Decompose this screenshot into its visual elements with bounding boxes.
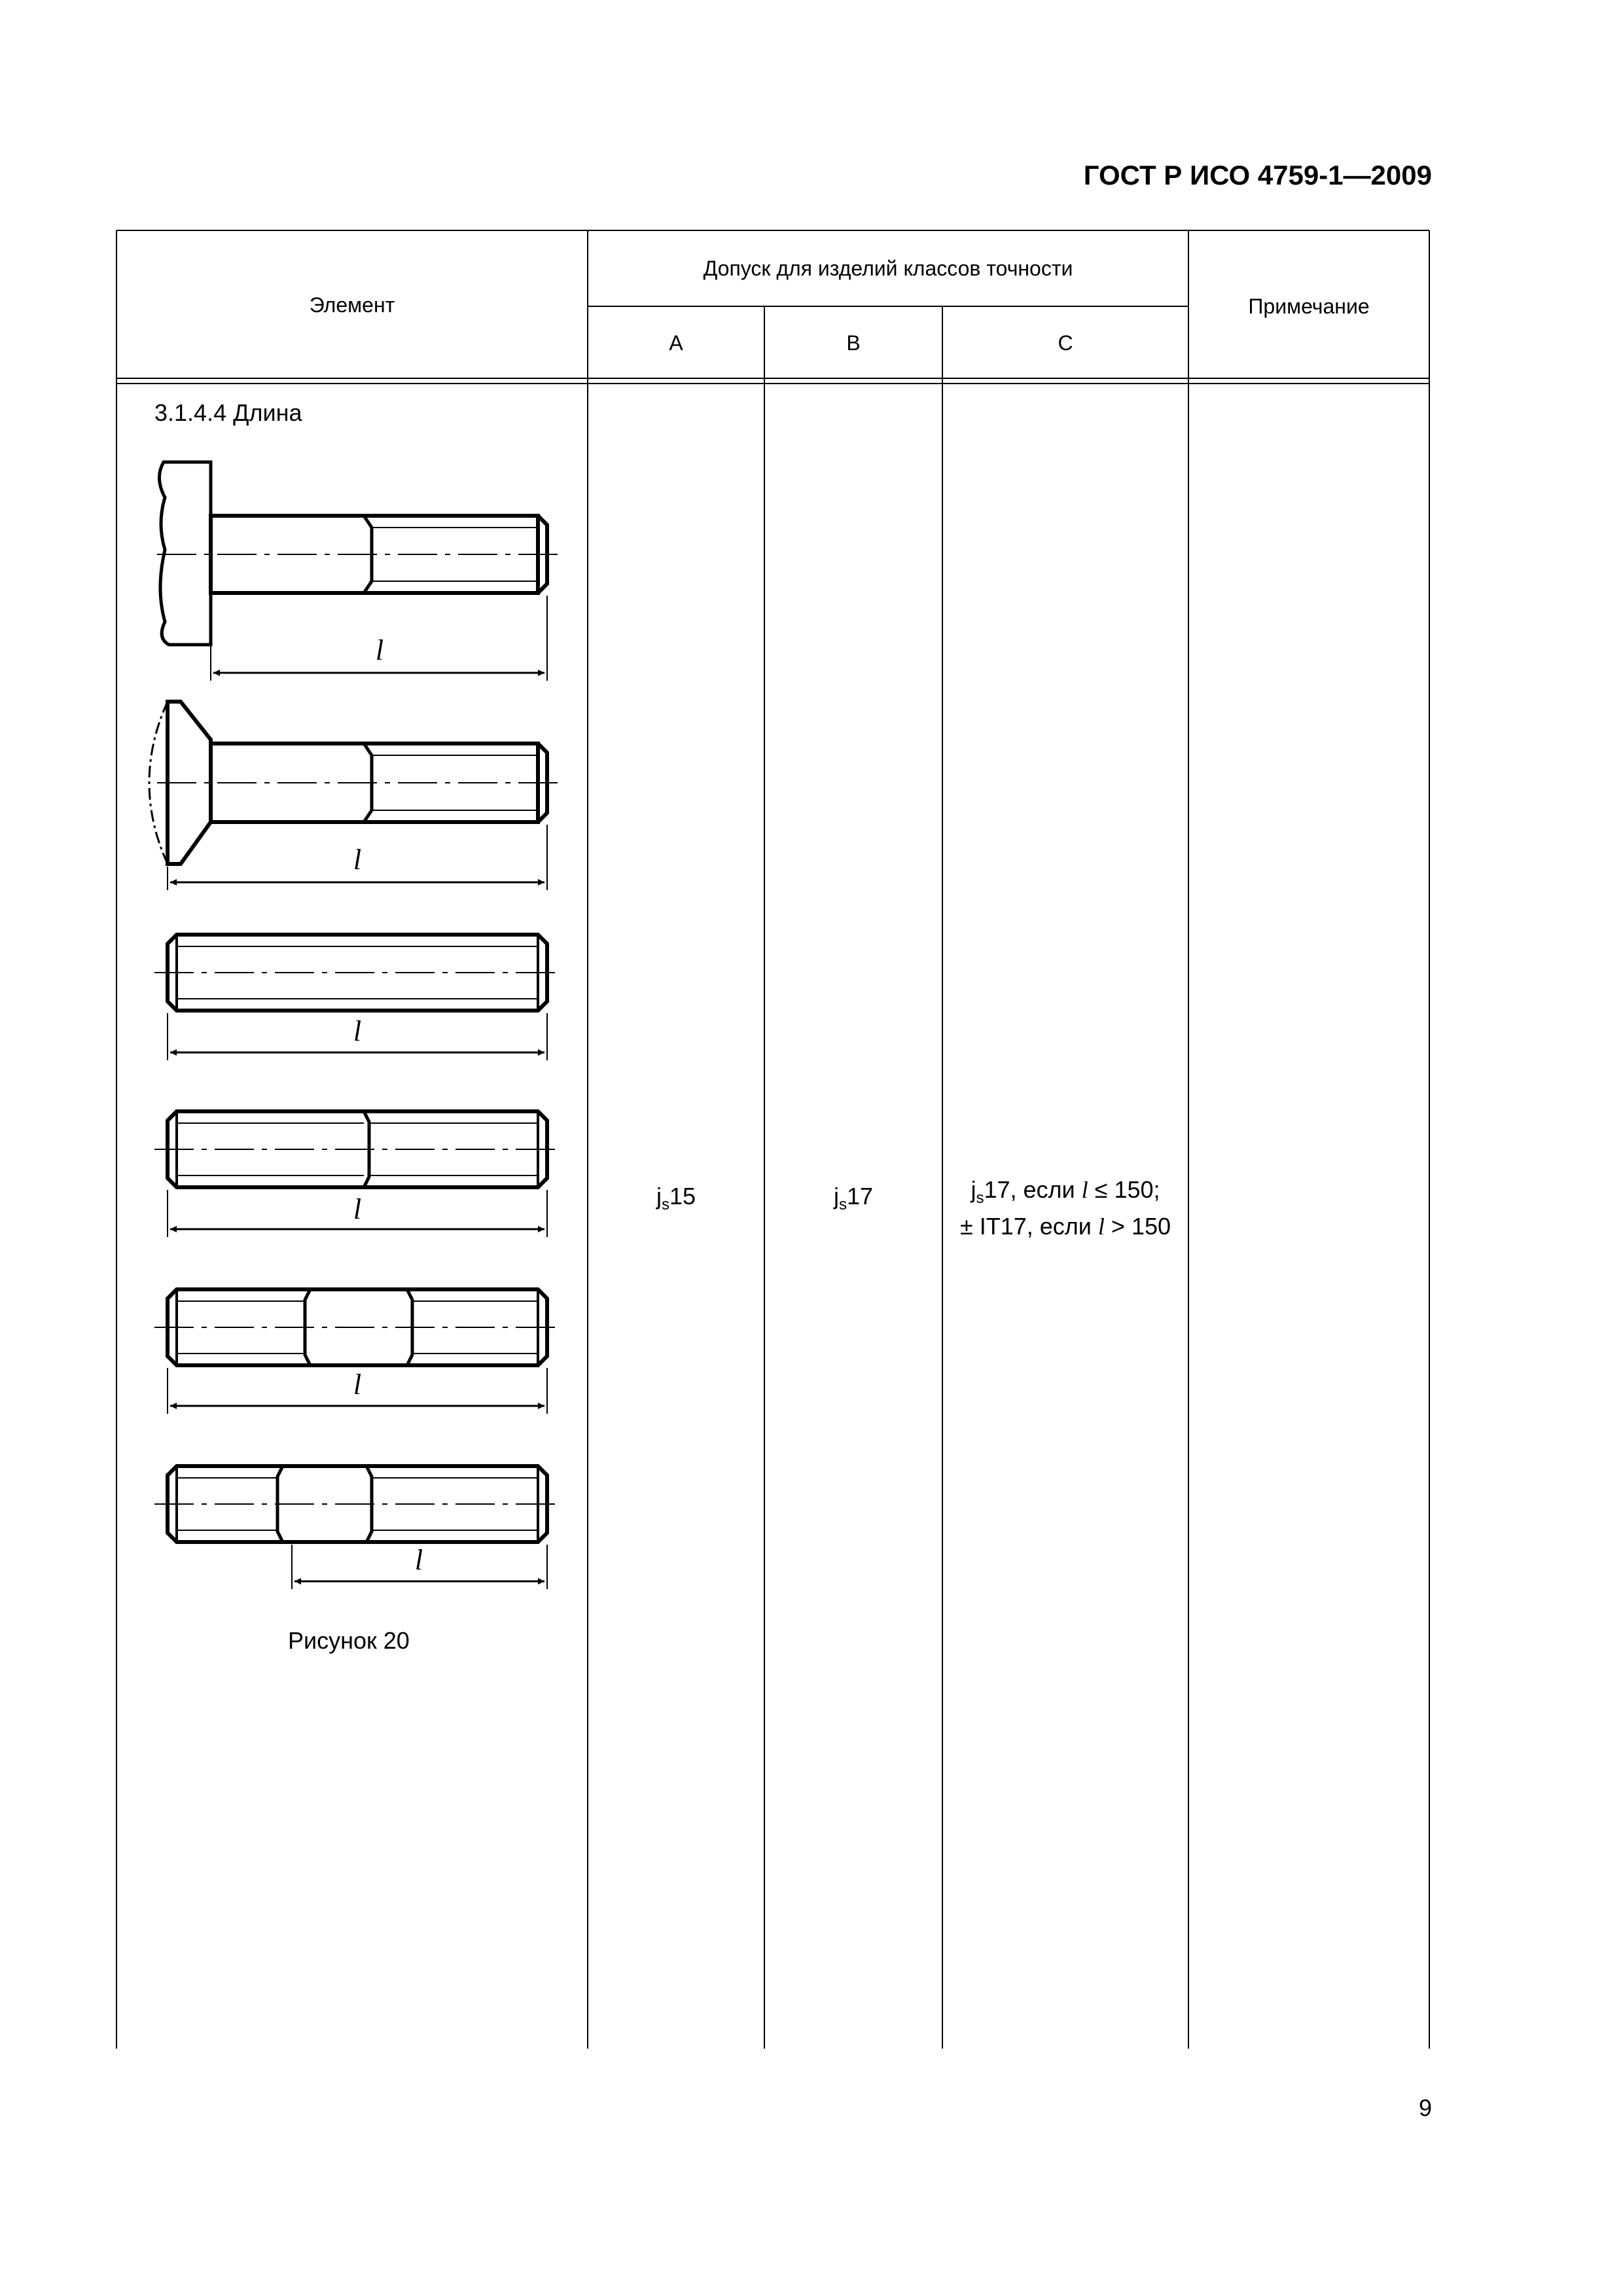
fig-bolt-cylindrical-head <box>157 462 563 681</box>
page-number: 9 <box>1418 2094 1432 2121</box>
tolerance-class-c <box>942 1172 1188 1245</box>
fig-stud-offset <box>154 1466 563 1589</box>
dim-label-4: l <box>353 1193 362 1225</box>
figure-caption: Рисунок 20 <box>288 1627 410 1654</box>
dim-label-6: l <box>414 1544 423 1576</box>
tolerance-class-b: $j_s17$ <box>833 1183 874 1213</box>
dim-label-5: l <box>353 1369 362 1401</box>
header-class-a: A <box>669 331 683 355</box>
tolerance-c-line-2: ± IT17, если l > 150 <box>959 1213 1171 1240</box>
header-class-c: C <box>1058 331 1073 355</box>
tolerance-c-line-1: $j_s17$, если l ≤ 150; <box>971 1176 1160 1207</box>
dim-label-1: l <box>375 634 384 666</box>
header-note: Примечание <box>1248 295 1370 318</box>
header-tolerance-group: Допуск для изделий классов точности <box>703 257 1073 280</box>
tolerance-class-a: $j_s15$ <box>656 1183 696 1213</box>
dim-label-2: l <box>353 844 362 876</box>
header-element: Элемент <box>309 293 395 317</box>
header-class-b: B <box>846 331 861 355</box>
element-title: 3.1.4.4 Длина <box>154 399 302 426</box>
dim-label-3: l <box>353 1015 362 1047</box>
document-code: ГОСТ Р ИСО 4759-1—2009 <box>1083 160 1432 190</box>
